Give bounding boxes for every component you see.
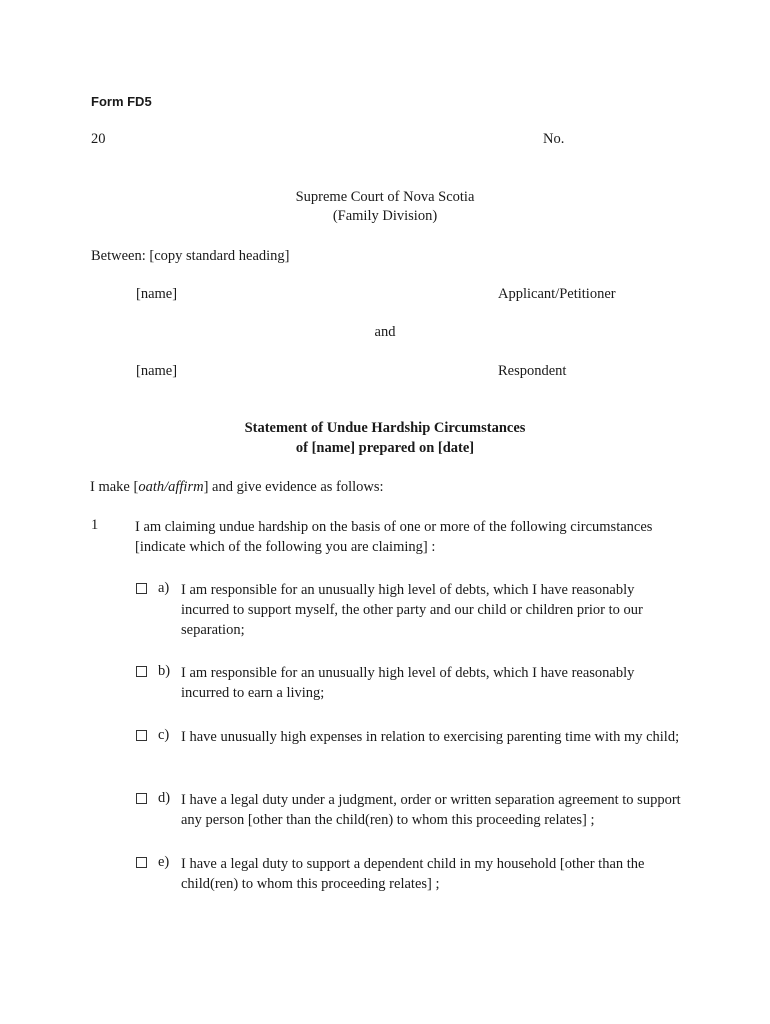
option-text: I am responsible for an unusually high level of debts, which I have reasonably incurred to support myself, the other party and our child or children prior to our separation; [181, 582, 643, 638]
paragraph-text: I am claiming undue hardship on the basis of one or more of the following circumstances [indicate which of the following you are claiming] : [135, 519, 653, 555]
option-text: I have a legal duty under a judgment, order or written separation agreement to support any person [other than the child(ren) to whom this proceeding relates] ; [181, 792, 681, 828]
court-name: Supreme Court of Nova Scotia [295, 189, 475, 205]
applicant-name: [name] [136, 286, 178, 302]
between-heading: Between: [copy standard heading] [91, 248, 290, 264]
option-text: I have unusually high expenses in relation to exercising parenting time with my child; [181, 729, 680, 745]
paragraph-number: 1 [91, 517, 99, 533]
option-letter: a) [158, 580, 170, 596]
checkbox-b[interactable] [136, 666, 147, 677]
form-number-label: Form FD5 [91, 94, 152, 109]
option-text: I am responsible for an unusually high level of debts, which I have reasonably incurred to earn a living; [181, 665, 635, 701]
checkbox-d[interactable] [136, 793, 147, 804]
parties-conjunction: and [374, 324, 396, 340]
court-division: (Family Division) [332, 208, 438, 224]
applicant-role: Applicant/Petitioner [498, 286, 616, 302]
checkbox-a[interactable] [136, 583, 147, 594]
year-prefix: 20 [91, 131, 106, 147]
respondent-role: Respondent [498, 363, 567, 379]
checkbox-e[interactable] [136, 857, 147, 868]
oath-affirm-option: oath/affirm [138, 479, 204, 495]
option-letter: d) [158, 790, 171, 806]
evidence-after: ] and give evidence as follows: [203, 479, 384, 495]
checkbox-c[interactable] [136, 730, 147, 741]
respondent-name: [name] [136, 363, 178, 379]
document-subtitle: of [name] prepared on [date] [295, 440, 475, 456]
option-text: I have a legal duty to support a dependent child in my household [other than the child(ren) to whom this proceeding relates] ; [181, 856, 645, 892]
option-letter: b) [158, 663, 171, 679]
option-letter: e) [158, 854, 170, 870]
option-letter: c) [158, 727, 170, 743]
evidence-statement [90, 479, 384, 496]
case-number-label: No. [543, 131, 565, 147]
evidence-before: I make [ [90, 479, 139, 495]
document-title: Statement of Undue Hardship Circumstances [244, 420, 526, 436]
